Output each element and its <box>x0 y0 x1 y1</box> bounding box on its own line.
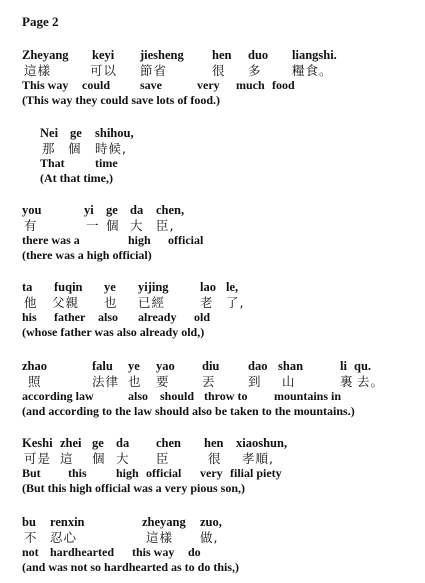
hanzi-line-word: 這 <box>60 451 74 466</box>
pinyin-line-word: fuqin <box>54 280 83 294</box>
sentence-block <box>22 359 417 419</box>
gloss-line-word: also <box>128 389 149 403</box>
hanzi-line-word: 個 <box>68 141 82 156</box>
hanzi-line-word: 父親 <box>52 295 80 310</box>
hanzi-line-word: 節省 <box>140 63 168 78</box>
pinyin-line-word: shihou, <box>95 126 134 140</box>
hanzi-line-word: 忍心 <box>50 530 78 545</box>
translation-line: (there was a high official) <box>22 248 152 262</box>
hanzi-line-word: 大 <box>130 218 144 233</box>
pinyin-line-word: ye <box>128 359 140 373</box>
hanzi-line-word: 有 <box>24 218 38 233</box>
gloss-line-word: do <box>188 545 201 559</box>
pinyin-line-word: renxin <box>50 515 85 529</box>
pinyin-line <box>22 48 417 63</box>
sentence-block <box>22 436 417 496</box>
pinyin-line <box>40 126 425 141</box>
sentence-block <box>22 515 417 575</box>
hanzi-line-word: 糧食。 <box>292 63 333 78</box>
hanzi-line-word: 也 <box>104 295 118 310</box>
hanzi-line <box>22 374 417 389</box>
gloss-line-word: very <box>197 78 220 92</box>
hanzi-line-word: 要 <box>156 374 170 389</box>
pinyin-line-word: yao <box>156 359 175 373</box>
hanzi-line-word: 一 <box>86 218 100 233</box>
pinyin-line <box>22 203 417 218</box>
hanzi-line-word: 到 <box>248 374 262 389</box>
hanzi-line-word: 那 <box>42 141 56 156</box>
pinyin-line-word: qu. <box>354 359 372 373</box>
hanzi-line-word: 去。 <box>357 374 385 389</box>
pinyin-line-word: da <box>116 436 130 450</box>
hanzi-line-word: 臣 <box>156 451 170 466</box>
hanzi-line-word: 丟 <box>202 374 216 389</box>
hanzi-line <box>22 63 417 78</box>
hanzi-line <box>22 218 417 233</box>
pinyin-line-word: zhao <box>22 359 47 373</box>
gloss-line <box>22 466 417 481</box>
pinyin-line-word: le, <box>226 280 239 294</box>
pinyin-line-word: ge <box>106 203 118 217</box>
hanzi-line <box>22 451 417 466</box>
gloss-line <box>22 233 417 248</box>
gloss-line-word: This way <box>22 78 69 92</box>
pinyin-line-word: xiaoshun, <box>236 436 288 450</box>
gloss-line-word: this way <box>132 545 175 559</box>
hanzi-line <box>22 295 417 310</box>
gloss-line-word: hardhearted <box>50 545 114 559</box>
sentence-block <box>22 48 417 108</box>
hanzi-line-word: 個 <box>92 451 106 466</box>
hanzi-line-word: 孝順, <box>242 451 274 466</box>
gloss-line-word: high <box>116 466 139 480</box>
pinyin-line-word: ge <box>92 436 104 450</box>
pinyin-line-word: hen <box>204 436 224 450</box>
pinyin-line-word: shan <box>278 359 304 373</box>
gloss-line-word: throw to <box>204 389 248 403</box>
gloss-line-word: high <box>128 233 151 247</box>
pinyin-line <box>22 515 417 530</box>
translation-line: (But this high official was a very pious son,) <box>22 481 246 495</box>
pinyin-line-word: bu <box>22 515 36 529</box>
gloss-line <box>22 545 417 560</box>
gloss-line <box>22 389 417 404</box>
hanzi-line <box>22 530 417 545</box>
pinyin-line-word: jiesheng <box>140 48 184 62</box>
hanzi-line-word: 了, <box>226 295 245 310</box>
hanzi-line-word: 山 <box>282 374 296 389</box>
gloss-line-word: also <box>98 310 119 324</box>
pinyin-line-word: da <box>130 203 144 217</box>
hanzi-line-word: 臣, <box>156 218 175 233</box>
gloss-line-word: already <box>138 310 177 324</box>
translation-line: (At that time,) <box>40 171 113 185</box>
hanzi-line-word: 裏 <box>340 374 354 389</box>
gloss-line-word: official <box>146 466 182 480</box>
pinyin-line-word: zuo, <box>200 515 222 529</box>
hanzi-line-word: 大 <box>116 451 130 466</box>
pinyin-line-word: yi <box>84 203 94 217</box>
pinyin-line-word: diu <box>202 359 220 373</box>
pinyin-line-word: ge <box>70 126 82 140</box>
pinyin-line-word: keyi <box>92 48 115 62</box>
pinyin-line-word: yijing <box>138 280 169 294</box>
pinyin-line-word: li <box>340 359 347 373</box>
pinyin-line-word: you <box>22 203 42 217</box>
gloss-line-word: not <box>22 545 39 559</box>
hanzi-line-word: 很 <box>212 63 226 78</box>
pinyin-line-word: Zheyang <box>22 48 69 62</box>
hanzi-line-word: 這樣 <box>24 63 52 78</box>
hanzi-line-word: 他 <box>24 295 38 310</box>
translation-line: (and was not so hardhearted as to do this,) <box>22 560 240 574</box>
gloss-line <box>40 156 425 171</box>
gloss-line-word: mountains in <box>274 389 342 403</box>
pinyin-line-word: ye <box>104 280 116 294</box>
gloss-line-word: But <box>22 466 41 480</box>
hanzi-line-word: 不 <box>24 530 38 545</box>
pinyin-line-word: lao <box>200 280 216 294</box>
gloss-line-word: official <box>168 233 204 247</box>
hanzi-line-word: 多 <box>248 63 262 78</box>
gloss-line-word: there was a <box>22 233 80 247</box>
pinyin-line-word: zheyang <box>142 515 186 529</box>
gloss-line-word: according law <box>22 389 94 403</box>
pinyin-line-word: zhei <box>60 436 82 450</box>
hanzi-line-word: 這樣 <box>146 530 174 545</box>
pinyin-line <box>22 359 417 374</box>
gloss-line-word: this <box>68 466 87 480</box>
pinyin-line-word: liangshi. <box>292 48 337 62</box>
hanzi-line-word: 照 <box>28 374 42 389</box>
hanzi-line-word: 也 <box>128 374 142 389</box>
gloss-line-word: his <box>22 310 37 324</box>
pinyin-line-word: falu <box>92 359 113 373</box>
pinyin-line-word: Keshi <box>22 436 53 450</box>
pinyin-line <box>22 436 417 451</box>
gloss-line-word: much <box>236 78 265 92</box>
sentence-block <box>40 126 425 186</box>
hanzi-line-word: 可以 <box>90 63 118 78</box>
translation-line: (and according to the law should also be taken to the mountains.) <box>22 404 355 418</box>
pinyin-line <box>22 280 417 295</box>
page-label: Page 2 <box>22 14 59 29</box>
pinyin-line-word: chen, <box>156 203 185 217</box>
pinyin-line-word: chen <box>156 436 181 450</box>
gloss-line-word: father <box>54 310 86 324</box>
translation-line: (whose father was also already old,) <box>22 325 205 339</box>
hanzi-line-word: 個 <box>106 218 120 233</box>
hanzi-line-word: 已經 <box>138 295 166 310</box>
gloss-line-word: should <box>160 389 195 403</box>
translation-line: (This way they could save lots of food.) <box>22 93 221 107</box>
hanzi-line-word: 做, <box>200 530 219 545</box>
gloss-line-word: very <box>200 466 223 480</box>
hanzi-line <box>40 141 425 156</box>
pinyin-line-word: dao <box>248 359 268 373</box>
hanzi-line-word: 法律 <box>92 374 120 389</box>
pinyin-line-word: duo <box>248 48 269 62</box>
gloss-line-word: old <box>194 310 211 324</box>
gloss-line-word: time <box>95 156 118 170</box>
gloss-line-word: save <box>140 78 162 92</box>
gloss-line <box>22 310 417 325</box>
sentence-block <box>22 203 417 263</box>
pinyin-line-word: hen <box>212 48 232 62</box>
pinyin-line-word: Nei <box>40 126 59 140</box>
sentence-block <box>22 280 417 340</box>
gloss-line <box>22 78 417 93</box>
hanzi-line-word: 可是 <box>24 451 52 466</box>
hanzi-line-word: 很 <box>208 451 222 466</box>
gloss-line-word: could <box>82 78 111 92</box>
pinyin-line-word: ta <box>22 280 33 294</box>
gloss-line-word: That <box>40 156 65 170</box>
gloss-line-word: filial piety <box>230 466 282 480</box>
gloss-line-word: food <box>272 78 295 92</box>
hanzi-line-word: 時候, <box>95 141 127 156</box>
hanzi-line-word: 老 <box>200 295 214 310</box>
